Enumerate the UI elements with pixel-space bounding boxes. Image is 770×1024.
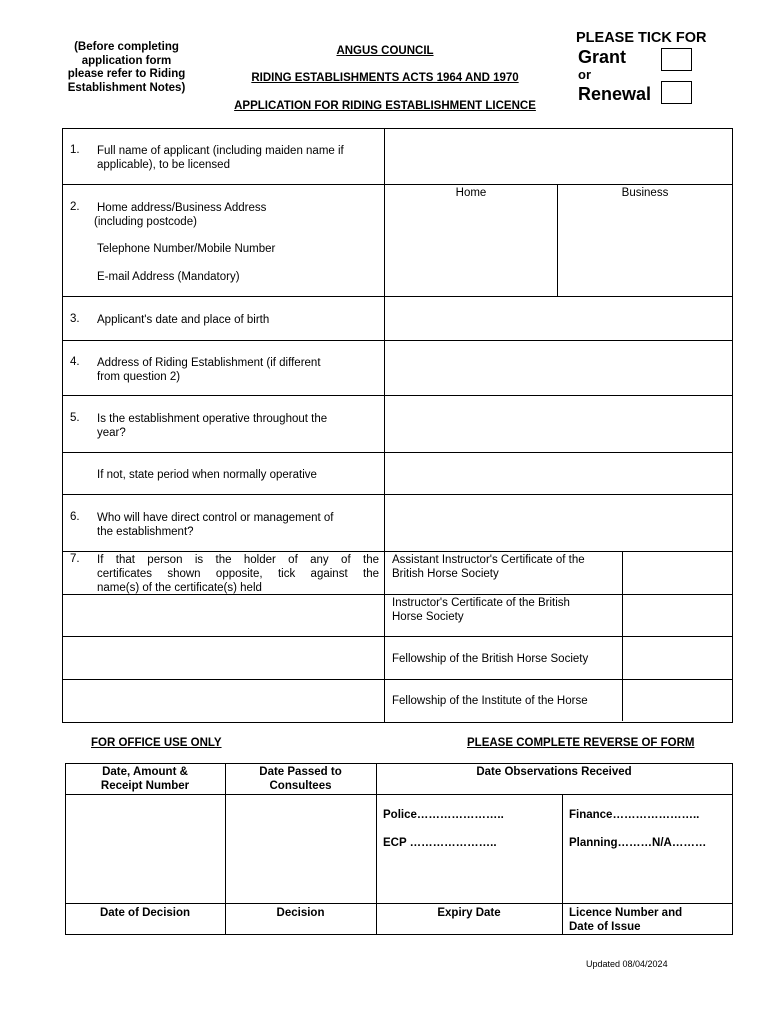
certificate-ih-fellowship-tick[interactable] — [624, 681, 730, 720]
form-title: APPLICATION FOR RIDING ESTABLISHMENT LICENCE — [234, 100, 536, 112]
office-col-line: Receipt Number — [100, 779, 190, 792]
acts-heading: RIDING ESTABLISHMENTS ACTS 1964 AND 1970 — [251, 72, 519, 84]
q1-line: applicable), to be licensed — [97, 159, 230, 171]
q1-line: Full name of applicant (including maiden name if — [97, 145, 344, 157]
row-divider — [62, 551, 732, 552]
row-divider — [62, 636, 732, 637]
complete-reverse-label: PLEASE COMPLETE REVERSE OF FORM — [467, 737, 695, 749]
q5-sub-text: If not, state period when normally operative — [97, 469, 317, 481]
q7-line: If that person is the holder of any of the — [97, 554, 379, 566]
planning-observation: Planning………N/A……… — [569, 837, 707, 849]
finance-observation: Finance………………….. — [569, 809, 700, 821]
certificate-bhs-instructor — [392, 596, 620, 624]
note-line: please refer to Riding — [67, 68, 186, 80]
certificate-ih-fellowship — [392, 694, 620, 708]
office-col-line: Consultees — [269, 779, 332, 792]
certificate-line: Assistant Instructor's Certificate of the — [392, 554, 585, 566]
q2-phone-label: Telephone Number/Mobile Number — [97, 243, 276, 255]
q2-number: 2. — [70, 201, 80, 213]
or-label: or — [578, 67, 591, 82]
office-use-label: FOR OFFICE USE ONLY — [91, 737, 222, 749]
row-divider — [62, 184, 732, 185]
q1-answer-field[interactable] — [386, 130, 730, 183]
q5-text — [97, 412, 382, 440]
q4-line: from question 2) — [97, 371, 181, 383]
q3-number: 3. — [70, 313, 80, 325]
q5-period-field[interactable] — [386, 454, 730, 493]
office-row-divider — [65, 794, 733, 795]
pre-completion-note — [44, 41, 209, 95]
office-col-observations: Date Observations Received — [476, 766, 632, 778]
row-divider — [62, 340, 732, 341]
certificate-line: Horse Society — [392, 611, 464, 623]
q7-line: name(s) of the certificate(s) held — [97, 582, 262, 594]
licence-line: Licence Number and — [569, 907, 683, 919]
home-column-label: Home — [455, 187, 487, 199]
tick-heading: PLEASE TICK FOR — [576, 30, 707, 46]
row-divider — [62, 296, 732, 297]
note-line: Establishment Notes) — [67, 81, 186, 94]
grant-label: Grant — [578, 47, 627, 67]
q3-text: Applicant's date and place of birth — [97, 314, 270, 326]
certificate-tick-divider — [622, 551, 623, 721]
updated-date: Updated 08/04/2024 — [586, 959, 668, 969]
q3-answer-field[interactable] — [386, 298, 730, 339]
certificate-line: British Horse Society — [392, 568, 499, 580]
q4-line: Address of Riding Establishment (if different — [97, 357, 321, 369]
q5-line: year? — [97, 427, 126, 439]
q6-line: Who will have direct control or management of — [97, 512, 334, 524]
q4-text — [97, 356, 382, 384]
office-column-divider — [562, 794, 563, 934]
row-divider — [62, 679, 732, 680]
q2-text — [94, 201, 382, 229]
office-col-date-amount — [66, 766, 224, 793]
date-of-decision-label: Date of Decision — [99, 907, 191, 919]
business-column-label: Business — [621, 187, 669, 199]
q5-answer-field[interactable] — [386, 397, 730, 451]
police-observation: Police………………….. — [383, 809, 504, 821]
q6-number: 6. — [70, 511, 80, 523]
certificate-line: Instructor's Certificate of the British — [392, 597, 570, 609]
expiry-date-label: Expiry Date — [437, 907, 501, 919]
home-business-divider — [557, 184, 558, 296]
note-line: application form — [81, 54, 172, 67]
q5-line: Is the establishment operative throughout the — [97, 413, 328, 425]
q7-line: certificates shown opposite, tick against the — [97, 568, 379, 580]
certificate-line: Fellowship of the Institute of the Horse — [392, 695, 588, 707]
row-divider — [62, 395, 732, 396]
office-col-line: Date, Amount & — [102, 766, 188, 778]
ecp-observation: ECP ………………….. — [383, 837, 497, 849]
certificate-bhs-assistant — [392, 553, 620, 581]
grant-checkbox[interactable] — [661, 48, 692, 71]
q6-text — [97, 511, 382, 539]
office-col-consultees — [226, 766, 375, 793]
row-divider — [62, 452, 732, 453]
home-address-field[interactable] — [386, 200, 556, 295]
q4-number: 4. — [70, 356, 80, 368]
certificate-bhs-fellowship-tick[interactable] — [624, 638, 730, 678]
renewal-label: Renewal — [578, 84, 652, 104]
licence-number-label — [569, 907, 729, 934]
licence-line: Date of Issue — [569, 920, 641, 933]
certificate-bhs-assistant-tick[interactable] — [624, 553, 730, 593]
column-divider — [384, 128, 385, 722]
certificate-line: Fellowship of the British Horse Society — [392, 653, 589, 665]
certificate-bhs-instructor-tick[interactable] — [624, 596, 730, 635]
q5-number: 5. — [70, 412, 80, 424]
certificate-bhs-fellowship — [392, 652, 620, 666]
q2-line: (including postcode) — [94, 216, 197, 228]
office-row-divider — [65, 903, 733, 904]
q6-answer-field[interactable] — [386, 496, 730, 550]
q7-text — [97, 553, 379, 595]
council-heading: ANGUS COUNCIL — [336, 45, 434, 57]
row-divider — [62, 494, 732, 495]
q2-line: Home address/Business Address — [97, 202, 267, 214]
decision-label: Decision — [276, 907, 325, 919]
q6-line: the establishment? — [97, 526, 194, 538]
q7-number: 7. — [70, 553, 80, 565]
renewal-checkbox[interactable] — [661, 81, 692, 104]
business-address-field[interactable] — [559, 200, 731, 295]
q1-number: 1. — [70, 144, 80, 156]
office-col-line: Date Passed to — [259, 766, 342, 778]
q1-text — [97, 144, 382, 172]
q4-answer-field[interactable] — [386, 342, 730, 394]
note-line: (Before completing — [74, 41, 179, 53]
q2-email-label: E-mail Address (Mandatory) — [97, 271, 240, 283]
